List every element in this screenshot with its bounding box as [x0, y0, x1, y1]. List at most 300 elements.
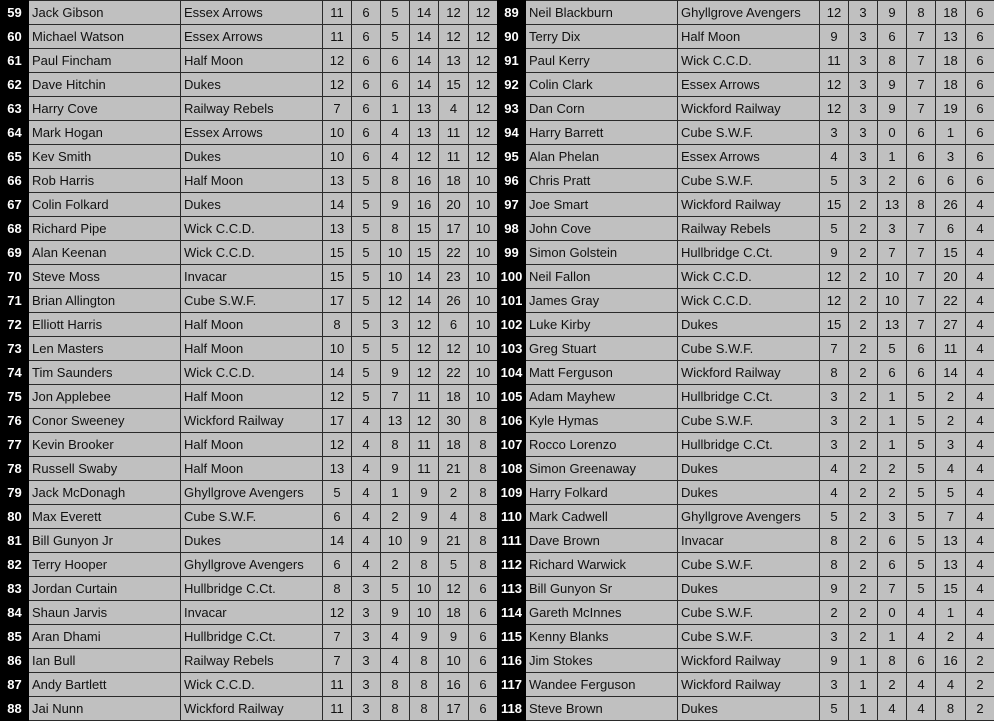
table-row — [498, 49, 994, 73]
stat-cell: 17 — [439, 697, 469, 721]
team-name-cell: Essex Arrows — [181, 25, 323, 49]
rank-cell: 73 — [1, 337, 29, 361]
stat-cell: 3 — [381, 313, 410, 337]
rank-cell: 110 — [498, 505, 526, 529]
team-name-cell: Hullbridge C.Ct. — [181, 577, 323, 601]
stat-cell: 7 — [820, 337, 849, 361]
stat-cell: 6 — [907, 361, 936, 385]
team-name-cell: Essex Arrows — [678, 73, 820, 97]
stat-cell: 12 — [410, 337, 439, 361]
rank-cell: 94 — [498, 121, 526, 145]
player-name-cell: Alan Phelan — [526, 145, 678, 169]
stat-cell: 6 — [966, 97, 994, 121]
player-name-cell: Terry Hooper — [29, 553, 181, 577]
rank-cell: 103 — [498, 337, 526, 361]
player-name-cell: Harry Folkard — [526, 481, 678, 505]
team-name-cell: Cube S.W.F. — [181, 289, 323, 313]
stat-cell: 5 — [352, 337, 381, 361]
stat-cell: 2 — [849, 577, 878, 601]
stat-cell: 15 — [323, 265, 352, 289]
stat-cell: 4 — [352, 433, 381, 457]
table-row — [498, 145, 994, 169]
stat-cell: 3 — [878, 505, 907, 529]
stat-cell: 8 — [820, 529, 849, 553]
stat-cell: 14 — [410, 265, 439, 289]
rank-cell: 78 — [1, 457, 29, 481]
stat-cell: 14 — [410, 49, 439, 73]
stat-cell: 8 — [323, 577, 352, 601]
stat-cell: 2 — [878, 481, 907, 505]
rank-cell: 96 — [498, 169, 526, 193]
stat-cell: 6 — [966, 145, 994, 169]
stat-cell: 2 — [849, 529, 878, 553]
player-name-cell: Gareth McInnes — [526, 601, 678, 625]
stat-cell: 12 — [469, 145, 498, 169]
stat-cell: 8 — [410, 697, 439, 721]
team-name-cell: Ghyllgrove Avengers — [181, 553, 323, 577]
team-name-cell: Wickford Railway — [181, 697, 323, 721]
stat-cell: 1 — [849, 697, 878, 721]
rank-cell: 107 — [498, 433, 526, 457]
stat-cell: 2 — [849, 625, 878, 649]
table-row — [498, 169, 994, 193]
stat-cell: 12 — [323, 601, 352, 625]
player-name-cell: James Gray — [526, 289, 678, 313]
stat-cell: 3 — [849, 25, 878, 49]
rank-cell: 89 — [498, 1, 526, 25]
stat-cell: 17 — [323, 409, 352, 433]
stat-cell: 6 — [878, 361, 907, 385]
player-name-cell: John Cove — [526, 217, 678, 241]
stat-cell: 5 — [352, 193, 381, 217]
table-row — [1, 601, 498, 625]
team-name-cell: Wick C.C.D. — [181, 673, 323, 697]
player-name-cell: Jack Gibson — [29, 1, 181, 25]
stat-cell: 6 — [966, 25, 994, 49]
player-name-cell: Matt Ferguson — [526, 361, 678, 385]
stat-cell: 4 — [966, 361, 994, 385]
stat-cell: 3 — [352, 649, 381, 673]
stat-cell: 5 — [907, 457, 936, 481]
table-row — [498, 433, 994, 457]
stat-cell: 2 — [878, 169, 907, 193]
stat-cell: 6 — [469, 649, 498, 673]
stat-cell: 10 — [381, 265, 410, 289]
stat-cell: 8 — [907, 1, 936, 25]
stat-cell: 16 — [410, 169, 439, 193]
player-name-cell: Jack McDonagh — [29, 481, 181, 505]
stat-cell: 4 — [381, 625, 410, 649]
stat-cell: 18 — [439, 601, 469, 625]
rank-cell: 116 — [498, 649, 526, 673]
table-row — [498, 649, 994, 673]
stat-cell: 12 — [439, 577, 469, 601]
stat-cell: 2 — [966, 649, 994, 673]
stat-cell: 6 — [352, 97, 381, 121]
player-name-cell: Kenny Blanks — [526, 625, 678, 649]
rank-cell: 97 — [498, 193, 526, 217]
stat-cell: 4 — [352, 481, 381, 505]
stat-cell: 12 — [439, 1, 469, 25]
stat-cell: 7 — [323, 625, 352, 649]
stat-cell: 5 — [878, 337, 907, 361]
table-row — [498, 505, 994, 529]
team-name-cell: Essex Arrows — [181, 1, 323, 25]
table-row — [1, 193, 498, 217]
stat-cell: 0 — [878, 121, 907, 145]
stat-cell: 3 — [352, 673, 381, 697]
table-row — [1, 433, 498, 457]
stat-cell: 6 — [907, 649, 936, 673]
stat-cell: 26 — [439, 289, 469, 313]
table-row — [1, 361, 498, 385]
stat-cell: 6 — [878, 553, 907, 577]
rank-cell: 71 — [1, 289, 29, 313]
table-row — [1, 697, 498, 721]
rank-cell: 112 — [498, 553, 526, 577]
table-row — [1, 337, 498, 361]
stat-cell: 10 — [323, 145, 352, 169]
stat-cell: 5 — [820, 169, 849, 193]
player-name-cell: Ian Bull — [29, 649, 181, 673]
stat-cell: 12 — [820, 1, 849, 25]
table-row — [498, 217, 994, 241]
stat-cell: 8 — [381, 673, 410, 697]
team-name-cell: Dukes — [678, 457, 820, 481]
stat-cell: 4 — [352, 505, 381, 529]
stat-cell: 11 — [323, 673, 352, 697]
stat-cell: 8 — [820, 553, 849, 577]
stat-cell: 4 — [966, 577, 994, 601]
stat-cell: 1 — [878, 385, 907, 409]
stat-cell: 4 — [820, 457, 849, 481]
team-name-cell: Ghyllgrove Avengers — [181, 481, 323, 505]
stat-cell: 6 — [469, 673, 498, 697]
stat-cell: 2 — [849, 241, 878, 265]
player-name-cell: Jim Stokes — [526, 649, 678, 673]
stat-cell: 12 — [323, 433, 352, 457]
stat-cell: 6 — [469, 625, 498, 649]
player-name-cell: Jai Nunn — [29, 697, 181, 721]
team-name-cell: Wick C.C.D. — [678, 289, 820, 313]
stat-cell: 12 — [410, 409, 439, 433]
stat-cell: 4 — [966, 433, 994, 457]
stat-cell: 8 — [410, 649, 439, 673]
rank-cell: 92 — [498, 73, 526, 97]
stat-cell: 5 — [352, 361, 381, 385]
rank-cell: 80 — [1, 505, 29, 529]
stat-cell: 4 — [352, 409, 381, 433]
rank-cell: 61 — [1, 49, 29, 73]
stat-cell: 11 — [439, 121, 469, 145]
stat-cell: 4 — [381, 145, 410, 169]
stat-cell: 5 — [352, 241, 381, 265]
player-name-cell: Chris Pratt — [526, 169, 678, 193]
stat-cell: 18 — [439, 385, 469, 409]
player-name-cell: Wandee Ferguson — [526, 673, 678, 697]
stat-cell: 6 — [907, 145, 936, 169]
stat-cell: 10 — [469, 241, 498, 265]
player-name-cell: Steve Brown — [526, 697, 678, 721]
rank-cell: 68 — [1, 217, 29, 241]
stat-cell: 13 — [410, 121, 439, 145]
stat-cell: 5 — [907, 409, 936, 433]
team-name-cell: Cube S.W.F. — [678, 337, 820, 361]
stat-cell: 10 — [469, 337, 498, 361]
stat-cell: 1 — [936, 601, 966, 625]
stat-cell: 12 — [323, 73, 352, 97]
stat-cell: 5 — [381, 577, 410, 601]
stat-cell: 18 — [936, 1, 966, 25]
stat-cell: 6 — [469, 697, 498, 721]
player-name-cell: Mark Cadwell — [526, 505, 678, 529]
table-row — [498, 241, 994, 265]
stat-cell: 2 — [878, 673, 907, 697]
team-name-cell: Invacar — [181, 265, 323, 289]
stat-cell: 9 — [410, 625, 439, 649]
table-row — [498, 313, 994, 337]
stat-cell: 2 — [936, 385, 966, 409]
team-name-cell: Dukes — [181, 73, 323, 97]
rank-cell: 74 — [1, 361, 29, 385]
rank-cell: 59 — [1, 1, 29, 25]
team-name-cell: Wick C.C.D. — [678, 49, 820, 73]
table-row — [1, 625, 498, 649]
player-name-cell: Richard Warwick — [526, 553, 678, 577]
rank-cell: 79 — [1, 481, 29, 505]
stat-cell: 7 — [907, 49, 936, 73]
player-name-cell: Harry Cove — [29, 97, 181, 121]
stat-cell: 5 — [907, 553, 936, 577]
stat-cell: 7 — [936, 505, 966, 529]
table-row — [1, 553, 498, 577]
table-row — [1, 25, 498, 49]
table-row — [1, 481, 498, 505]
table-row — [498, 553, 994, 577]
table-row — [498, 337, 994, 361]
stat-cell: 4 — [352, 553, 381, 577]
stat-cell: 14 — [323, 529, 352, 553]
team-name-cell: Dukes — [181, 145, 323, 169]
stat-cell: 14 — [410, 73, 439, 97]
team-name-cell: Essex Arrows — [181, 121, 323, 145]
stat-cell: 4 — [878, 697, 907, 721]
stat-cell: 5 — [907, 577, 936, 601]
team-name-cell: Cube S.W.F. — [678, 601, 820, 625]
team-name-cell: Half Moon — [181, 313, 323, 337]
rank-cell: 76 — [1, 409, 29, 433]
stat-cell: 4 — [936, 673, 966, 697]
stat-cell: 15 — [936, 241, 966, 265]
stat-cell: 7 — [907, 265, 936, 289]
player-name-cell: Harry Barrett — [526, 121, 678, 145]
stat-cell: 5 — [352, 169, 381, 193]
stat-cell: 21 — [439, 457, 469, 481]
stat-cell: 2 — [849, 313, 878, 337]
stat-cell: 12 — [323, 385, 352, 409]
player-name-cell: Kyle Hymas — [526, 409, 678, 433]
stat-cell: 17 — [323, 289, 352, 313]
team-name-cell: Wickford Railway — [678, 673, 820, 697]
stat-cell: 3 — [352, 601, 381, 625]
rank-cell: 105 — [498, 385, 526, 409]
stat-cell: 5 — [439, 553, 469, 577]
stat-cell: 6 — [966, 73, 994, 97]
stat-cell: 8 — [381, 697, 410, 721]
rank-cell: 86 — [1, 649, 29, 673]
stat-cell: 6 — [323, 505, 352, 529]
rank-cell: 75 — [1, 385, 29, 409]
stat-cell: 6 — [381, 49, 410, 73]
rank-cell: 101 — [498, 289, 526, 313]
stat-cell: 13 — [936, 25, 966, 49]
stat-cell: 8 — [469, 457, 498, 481]
stat-cell: 4 — [966, 241, 994, 265]
table-row — [498, 1, 994, 25]
stat-cell: 6 — [323, 553, 352, 577]
team-name-cell: Wickford Railway — [678, 649, 820, 673]
player-name-cell: Conor Sweeney — [29, 409, 181, 433]
table-row — [1, 577, 498, 601]
stat-cell: 10 — [878, 289, 907, 313]
stat-cell: 3 — [936, 433, 966, 457]
stat-cell: 7 — [907, 217, 936, 241]
table-row — [1, 457, 498, 481]
player-name-cell: Elliott Harris — [29, 313, 181, 337]
table-row — [1, 529, 498, 553]
stat-cell: 18 — [439, 433, 469, 457]
stat-cell: 15 — [323, 241, 352, 265]
stat-cell: 5 — [907, 481, 936, 505]
stat-cell: 4 — [966, 457, 994, 481]
table-row — [498, 385, 994, 409]
team-name-cell: Half Moon — [181, 385, 323, 409]
stat-cell: 2 — [849, 217, 878, 241]
team-name-cell: Essex Arrows — [678, 145, 820, 169]
player-name-cell: Paul Fincham — [29, 49, 181, 73]
stat-cell: 2 — [849, 553, 878, 577]
stat-cell: 9 — [439, 625, 469, 649]
stat-cell: 9 — [820, 649, 849, 673]
stat-cell: 6 — [907, 121, 936, 145]
stat-cell: 2 — [849, 481, 878, 505]
stat-cell: 4 — [966, 313, 994, 337]
table-row — [498, 697, 994, 721]
team-name-cell: Cube S.W.F. — [181, 505, 323, 529]
stat-cell: 6 — [966, 1, 994, 25]
stat-cell: 8 — [878, 49, 907, 73]
stat-cell: 14 — [323, 361, 352, 385]
stat-cell: 12 — [820, 97, 849, 121]
rank-cell: 84 — [1, 601, 29, 625]
player-name-cell: Neil Blackburn — [526, 1, 678, 25]
table-row — [1, 313, 498, 337]
player-name-cell: Kev Smith — [29, 145, 181, 169]
stat-cell: 26 — [936, 193, 966, 217]
stat-cell: 17 — [439, 217, 469, 241]
stat-cell: 4 — [439, 97, 469, 121]
stat-cell: 13 — [936, 529, 966, 553]
team-name-cell: Half Moon — [181, 457, 323, 481]
team-name-cell: Wickford Railway — [181, 409, 323, 433]
stat-cell: 13 — [323, 457, 352, 481]
stat-cell: 9 — [878, 73, 907, 97]
table-row — [498, 457, 994, 481]
rank-cell: 69 — [1, 241, 29, 265]
player-name-cell: Luke Kirby — [526, 313, 678, 337]
stat-cell: 4 — [966, 217, 994, 241]
player-name-cell: Russell Swaby — [29, 457, 181, 481]
stat-cell: 18 — [936, 73, 966, 97]
stat-cell: 6 — [469, 577, 498, 601]
stat-cell: 8 — [381, 169, 410, 193]
table-row — [498, 409, 994, 433]
stat-cell: 2 — [936, 409, 966, 433]
stat-cell: 8 — [469, 409, 498, 433]
player-name-cell: Rob Harris — [29, 169, 181, 193]
stat-cell: 3 — [849, 97, 878, 121]
stat-cell: 5 — [381, 1, 410, 25]
stat-cell: 5 — [352, 385, 381, 409]
rank-cell: 65 — [1, 145, 29, 169]
table-row — [498, 73, 994, 97]
stat-cell: 1 — [381, 481, 410, 505]
team-name-cell: Dukes — [678, 697, 820, 721]
stat-cell: 15 — [410, 241, 439, 265]
stat-cell: 5 — [352, 217, 381, 241]
stat-cell: 14 — [936, 361, 966, 385]
stat-cell: 3 — [849, 49, 878, 73]
table-row — [1, 49, 498, 73]
table-row — [498, 265, 994, 289]
stat-cell: 6 — [352, 1, 381, 25]
table-row — [1, 145, 498, 169]
rank-cell: 81 — [1, 529, 29, 553]
stat-cell: 10 — [469, 169, 498, 193]
stat-cell: 8 — [907, 193, 936, 217]
stat-cell: 30 — [439, 409, 469, 433]
table-row — [498, 361, 994, 385]
player-name-cell: Brian Allington — [29, 289, 181, 313]
stat-cell: 13 — [936, 553, 966, 577]
stat-cell: 2 — [849, 601, 878, 625]
player-name-cell: Jon Applebee — [29, 385, 181, 409]
table-row — [1, 1, 498, 25]
rank-cell: 62 — [1, 73, 29, 97]
stat-cell: 6 — [936, 217, 966, 241]
stat-cell: 18 — [936, 49, 966, 73]
stat-cell: 10 — [469, 193, 498, 217]
player-name-cell: Dave Brown — [526, 529, 678, 553]
stat-cell: 2 — [849, 409, 878, 433]
rank-cell: 63 — [1, 97, 29, 121]
stat-cell: 12 — [323, 49, 352, 73]
stat-cell: 2 — [381, 553, 410, 577]
team-name-cell: Wickford Railway — [678, 361, 820, 385]
stat-cell: 12 — [469, 1, 498, 25]
table-row — [1, 649, 498, 673]
stat-cell: 11 — [323, 1, 352, 25]
stat-cell: 9 — [381, 601, 410, 625]
stat-cell: 8 — [323, 313, 352, 337]
stat-cell: 13 — [878, 313, 907, 337]
player-name-cell: Richard Pipe — [29, 217, 181, 241]
stat-cell: 10 — [381, 241, 410, 265]
stat-cell: 3 — [849, 145, 878, 169]
stat-cell: 19 — [936, 97, 966, 121]
table-row — [498, 529, 994, 553]
stat-cell: 5 — [381, 337, 410, 361]
